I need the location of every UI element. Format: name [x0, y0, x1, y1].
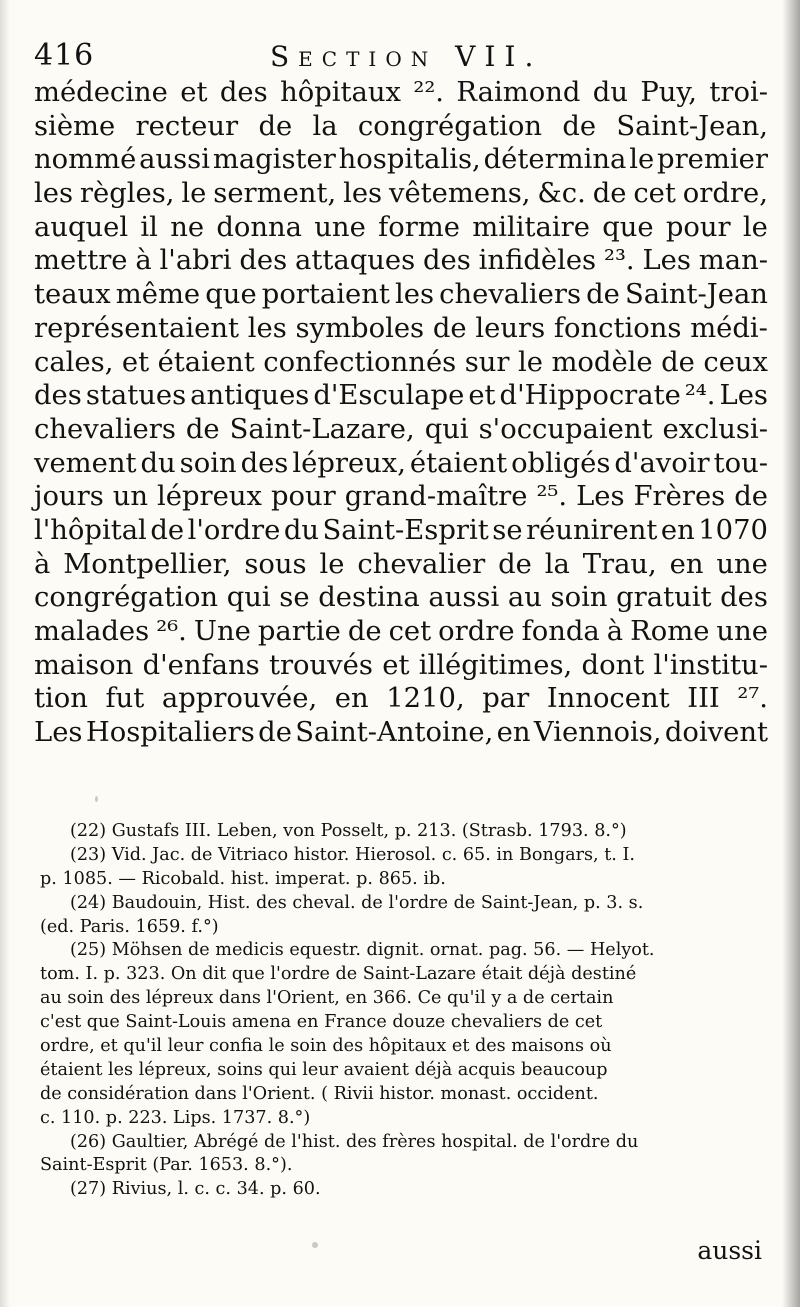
footnote-line: (27) Rivius, l. c. c. 34. p. 60.	[70, 1179, 321, 1200]
footnote-line: p. 1085. — Ricobald. hist. imperat. p. 865. ib.	[40, 868, 446, 889]
text-line: mettre à l'abri des attaques des infidèles ²³. Les man-	[34, 245, 768, 277]
text-line: tion fut approuvée, en 1210, par Innocent III ²⁷.	[34, 683, 768, 715]
footnote-line: Saint-Esprit (Par. 1653. 8.°).	[40, 1155, 293, 1176]
footnote-line: (24) Baudouin, Hist. des cheval. de l'ordre de Saint-Jean, p. 3. s.	[70, 892, 644, 913]
text-line: médecine et des hôpitaux ²². Raimond du Puy, troi-	[34, 77, 768, 108]
text-line: auquel il ne donna une forme militaire que pour le	[34, 211, 768, 243]
footnote-line: tom. I. p. 323. On dit que l'ordre de Saint-Lazare était déjà destiné	[40, 964, 637, 985]
ink-speck	[312, 1242, 318, 1248]
page-header	[34, 32, 758, 78]
page-number: 416	[34, 38, 95, 73]
footnote-line: au soin des lépreux dans l'Orient, en 366. Ce qu'il y a de certain	[40, 988, 614, 1009]
footnote-line: (26) Gaultier, Abrégé de l'hist. des frères hospital. de l'ordre du	[70, 1131, 639, 1152]
text-line: des statues antiques d'Esculape et d'Hippocrate ²⁴. Les	[34, 380, 768, 412]
text-line: jours un lépreux pour grand-maître ²⁵. Les Frères de	[34, 481, 768, 513]
footnote-line: de considération dans l'Orient. ( Rivii histor. monast. occident.	[40, 1083, 599, 1104]
text-line: cales, et étaient confectionnés sur le modèle de ceux	[34, 346, 768, 378]
text-line: malades ²⁶. Une partie de cet ordre fonda à Rome une	[34, 616, 768, 647]
footnote-line: c'est que Saint-Louis amena en France douze chevaliers de cet	[40, 1012, 603, 1033]
text-line: teaux même que portaient les chevaliers de Saint-Jean	[34, 279, 768, 311]
footnote-line: (25) Möhsen de medicis equestr. dignit. ornat. pag. 56. — Helyot.	[70, 940, 655, 961]
footnotes	[40, 820, 764, 1202]
text-line: représentaient les symboles de leurs fonctions médi-	[34, 312, 768, 344]
text-line: sième recteur de la congrégation de Saint-Jean,	[34, 110, 768, 142]
footnote-line: (22) Gustafs III. Leben, von Posselt, p. 213. (Strasb. 1793. 8.°)	[70, 821, 627, 841]
footnote-line: étaient les lépreux, soins qui leur avaient déjà acquis beaucoup	[40, 1059, 608, 1080]
running-head: Section VII.	[270, 40, 543, 73]
page-edge-shadow	[782, 0, 800, 1307]
text-line: Les Hospitaliers de Saint-Antoine, en Viennois, doivent	[34, 717, 768, 749]
catchword: aussi	[697, 1236, 762, 1265]
ink-speck	[95, 796, 98, 802]
body-text	[34, 76, 768, 750]
text-line: congrégation qui se destina aussi au soin gratuit des	[34, 582, 768, 614]
text-line: vement du soin des lépreux, étaient obligés d'avoir tou-	[34, 447, 768, 479]
text-line: l'hôpital de l'ordre du Saint-Esprit se réunirent en 1070	[34, 514, 768, 546]
text-line: à Montpellier, sous le chevalier de la Trau, en une	[34, 548, 768, 580]
gutter-shadow	[0, 0, 10, 1307]
footnote-line: ordre, et qu'il leur confia le soin des hôpitaux et des maisons où	[40, 1036, 612, 1057]
text-line: chevaliers de Saint-Lazare, qui s'occupaient exclusi-	[34, 413, 768, 445]
text-line: les règles, le serment, les vêtemens, &c. de cet ordre,	[34, 178, 768, 210]
footnote-line: (23) Vid. Jac. de Vitriaco histor. Hierosol. c. 65. in Bongars, t. I.	[70, 844, 636, 865]
footnote-line: c. 110. p. 223. Lips. 1737. 8.°)	[40, 1107, 311, 1128]
text-line: nommé aussi magister hospitalis, détermina le premier	[34, 144, 768, 176]
footnote-line: (ed. Paris. 1659. f.°)	[40, 916, 219, 937]
text-line: maison d'enfans trouvés et illégitimes, dont l'institu-	[34, 649, 768, 681]
